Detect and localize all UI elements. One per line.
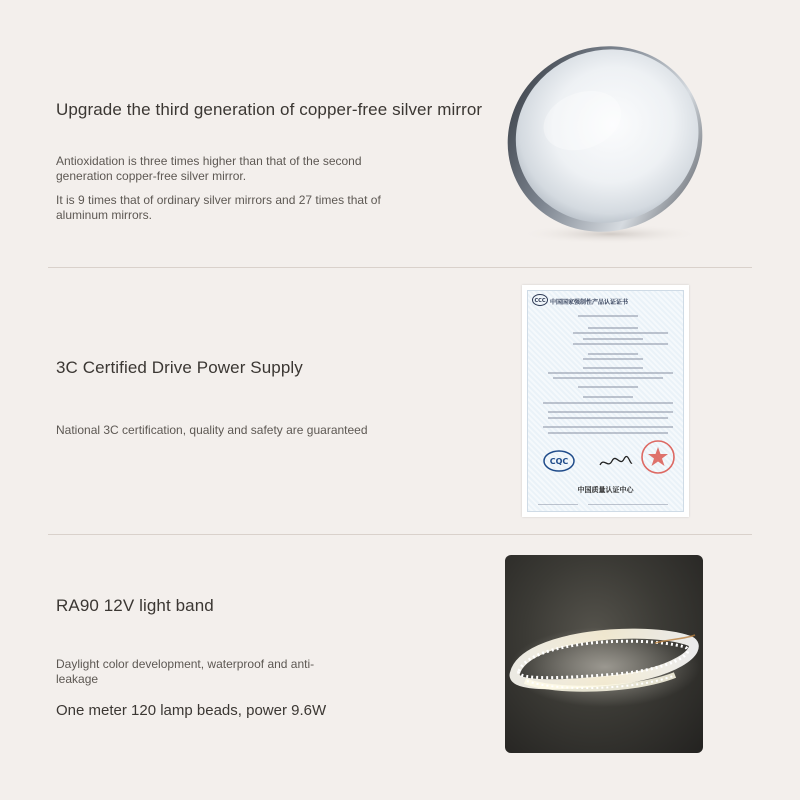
section-silver-mirror	[0, 0, 800, 268]
cert-text-line	[543, 402, 673, 404]
mirror-lens-image	[500, 34, 710, 244]
cert-text-line	[538, 504, 578, 506]
cert-text-line	[583, 358, 643, 360]
svg-text:CCC: CCC	[534, 298, 546, 304]
cert-text-line	[573, 343, 668, 345]
cqc-logo-icon	[542, 449, 576, 473]
cert-text-line	[548, 411, 673, 413]
section-description: Daylight color development, waterproof and anti-leakage	[56, 657, 315, 686]
cert-text-line	[583, 367, 643, 369]
cert-text-line	[578, 315, 638, 317]
cert-text-line	[583, 396, 633, 398]
section-description: National 3C certification, quality and safety are guaranteed	[56, 423, 368, 437]
section-description-secondary: One meter 120 lamp beads, power 9.6W	[56, 702, 327, 719]
section-title: RA90 12V light band	[56, 596, 214, 615]
led-strip-image	[505, 555, 703, 753]
cert-text-line	[548, 372, 673, 374]
ccc-logo-icon	[532, 294, 548, 306]
section-description-secondary: It is 9 times that of ordinary silver mirrors and 27 times that of aluminum mirrors.	[56, 193, 381, 222]
cert-text-line	[588, 353, 638, 355]
signature-icon	[598, 453, 634, 473]
cert-text-line	[578, 386, 638, 388]
certificate-footer: 中国质量认证中心	[577, 487, 634, 494]
cert-text-line	[548, 432, 668, 434]
certificate-header: 中国国家强制性产品认证证书	[550, 300, 629, 306]
3c-certificate-image	[522, 285, 689, 517]
cert-text-line	[573, 332, 668, 334]
cert-text-line	[583, 338, 643, 340]
section-title: Upgrade the third generation of copper-free silver mirror	[56, 100, 483, 119]
cert-text-line	[543, 426, 673, 428]
certificate-body	[527, 290, 684, 512]
svg-text:CQC: CQC	[549, 457, 569, 466]
cert-text-line	[553, 377, 663, 379]
official-seal-icon	[640, 439, 676, 475]
cert-text-line	[548, 417, 668, 419]
section-title: 3C Certified Drive Power Supply	[56, 358, 303, 377]
section-description: Antioxidation is three times higher than that of the second generation copper-free silver mirror.	[56, 154, 362, 183]
cert-text-line	[588, 327, 638, 329]
cert-text-line	[588, 504, 668, 506]
